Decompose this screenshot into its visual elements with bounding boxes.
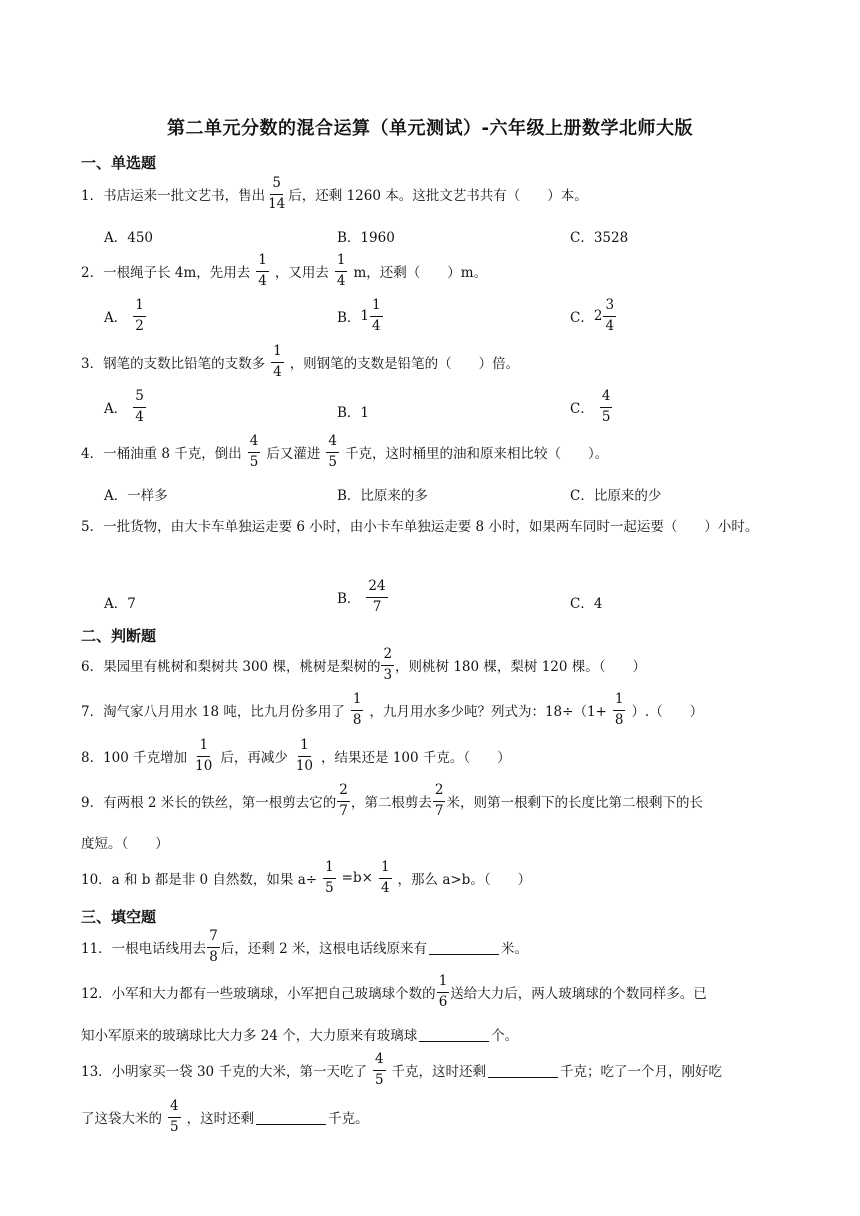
fraction: $\frac{1}{4}$ [380,859,390,896]
question-5: 5．一批货物，由大卡车单独运走要 6 小时，由小卡车单独运走要 8 小时，如果两车同时一起运要（ ）小时。 [81,519,759,535]
question-10: 10．a 和 b 都是非 0 自然数，如果 a÷ $\frac{1}{5}$ =b× $\frac{1}{4}$ ，那么 a>b。（ ） [81,859,532,896]
fraction: $\frac{2}{7}$ [339,782,348,819]
question-11: 11．一根电话线用去 $\frac{7}{8}$ 后，还剩 2 米，这根电话线原来有 米。 [81,928,528,965]
option-b: B． 1 $\frac{1}{4}$ [337,298,384,334]
question-1: 1．书店运来一批文艺书，售出 $\frac{5}{14}$ 后，还剩 1260 本。这批文艺书共有（ ）本。 [81,175,588,212]
answer-blank[interactable] [429,940,499,955]
fraction: $\frac{7}{8}$ [209,928,218,965]
question-9: 9．有两根 2 米长的铁丝，第一根剪去它的 $\frac{2}{7}$ ，第二根剪去 $\frac{2}{7}$ 米，则第一根剩下的长度比第二根剩下的长 [81,782,703,819]
option-b: B． $\frac{24}{7}$ [337,578,386,615]
fraction: $\frac{4}{5}$ [249,433,259,470]
option-a: A．一样多 [104,488,168,504]
question-13-continued: 了这袋大米的 $\frac{4}{5}$ ，这时还剩 千克。 [81,1098,369,1135]
fraction: $\frac{1}{2}$ [135,297,144,334]
fraction: $\frac{2}{7}$ [434,782,444,819]
mixed-number: 2 $\frac{3}{4}$ [593,297,615,334]
page-title: 第二单元分数的混合运算（单元测试）-六年级上册数学北师大版 [167,118,693,139]
fraction: $\frac{1}{8}$ [352,691,362,728]
option-c: C． 2 $\frac{3}{4}$ [570,298,617,334]
option-b: B．1960 [337,230,395,246]
option-c: C．比原来的少 [570,488,662,504]
fraction: $\frac{4}{5}$ [170,1098,179,1135]
question-2: 2．一根绳子长 4m，先用去 $\frac{1}{4}$ ，又用去 $\frac{1}{4}$ m，还剩（ ）m。 [81,252,488,289]
question-7: 7．淘气家八月用水 18 吨，比九月份多用了 $\frac{1}{8}$ ，九月用水多少吨？列式为：18÷（1+ $\frac{1}{8}$ ）.（ ） [81,691,704,728]
option-a: A．7 [104,596,136,612]
fraction: $\frac{1}{4}$ [336,252,346,289]
answer-blank[interactable] [488,1063,558,1078]
question-8: 8．100 千克增加 $\frac{1}{10}$ 后，再减少 $\frac{1}{10}$ ，结果还是 100 千克。（ ） [81,737,511,774]
fraction: $\frac{2}{3}$ [383,646,393,683]
fraction: $\frac{1}{4}$ [372,297,381,334]
fraction: $\frac{24}{7}$ [368,578,386,615]
question-9-continued: 度短。（ ） [81,836,169,852]
fraction: $\frac{4}{5}$ [374,1051,384,1088]
fraction: $\frac{5}{14}$ [268,175,286,212]
answer-blank[interactable] [256,1110,326,1125]
fraction: $\frac{1}{4}$ [273,343,282,380]
question-13: 13．小明家买一袋 30 千克的大米，第一天吃了 $\frac{4}{5}$ 千克，这时还剩 千克；吃了一个月，刚好吃 [81,1051,723,1088]
fraction: $\frac{4}{5}$ [328,433,337,470]
option-a: A．450 [104,230,154,246]
question-12-continued: 知小军原来的玻璃球比大力多 24 个，大力原来有玻璃球 个。 [81,1028,519,1044]
option-b: B．1 [337,405,370,421]
question-12: 12．小军和大力都有一些玻璃球，小军把自己玻璃球个数的 $\frac{1}{6}$ 送给大力后，两人玻璃球的个数同样多。已 [81,973,707,1010]
option-b: B．比原来的多 [337,488,428,504]
question-3: 3．钢笔的支数比铅笔的支数多 $\frac{1}{4}$ ，则钢笔的支数是铅笔的（ ）倍。 [81,343,520,380]
fraction: $\frac{1}{6}$ [438,973,448,1010]
fraction: $\frac{4}{5}$ [601,388,611,425]
answer-blank[interactable] [419,1027,489,1042]
option-a: A． $\frac{5}{4}$ [104,388,144,425]
mixed-number: 1 $\frac{1}{4}$ [360,297,381,334]
option-c: C．4 [570,596,603,612]
question-4: 4．一桶油重 8 千克，倒出 $\frac{4}{5}$ 后又灌进 $\frac{4}{5}$ 千克，这时桶里的油和原来相比较（ ）。 [81,433,609,470]
question-6: 6．果园里有桃树和梨树共 300 棵，桃树是梨树的 $\frac{2}{3}$ ，则桃树 180 棵，梨树 120 棵。（ ） [81,646,646,683]
fraction: $\frac{1}{8}$ [614,691,624,728]
fraction: $\frac{1}{10}$ [295,737,314,774]
option-c: C．3528 [570,230,629,246]
section-heading-fill-blank: 三、填空题 [81,908,157,926]
section-heading-single-choice: 一、单选题 [81,154,157,172]
section-heading-true-false: 二、判断题 [81,627,157,645]
fraction: $\frac{3}{4}$ [605,297,615,334]
fraction: $\frac{1}{4}$ [258,252,267,289]
fraction: $\frac{5}{4}$ [135,388,144,425]
option-c: C． $\frac{4}{5}$ [570,388,611,425]
option-a: A． $\frac{1}{2}$ [104,297,144,334]
fraction: $\frac{1}{5}$ [325,859,334,896]
fraction: $\frac{1}{10}$ [195,737,213,774]
